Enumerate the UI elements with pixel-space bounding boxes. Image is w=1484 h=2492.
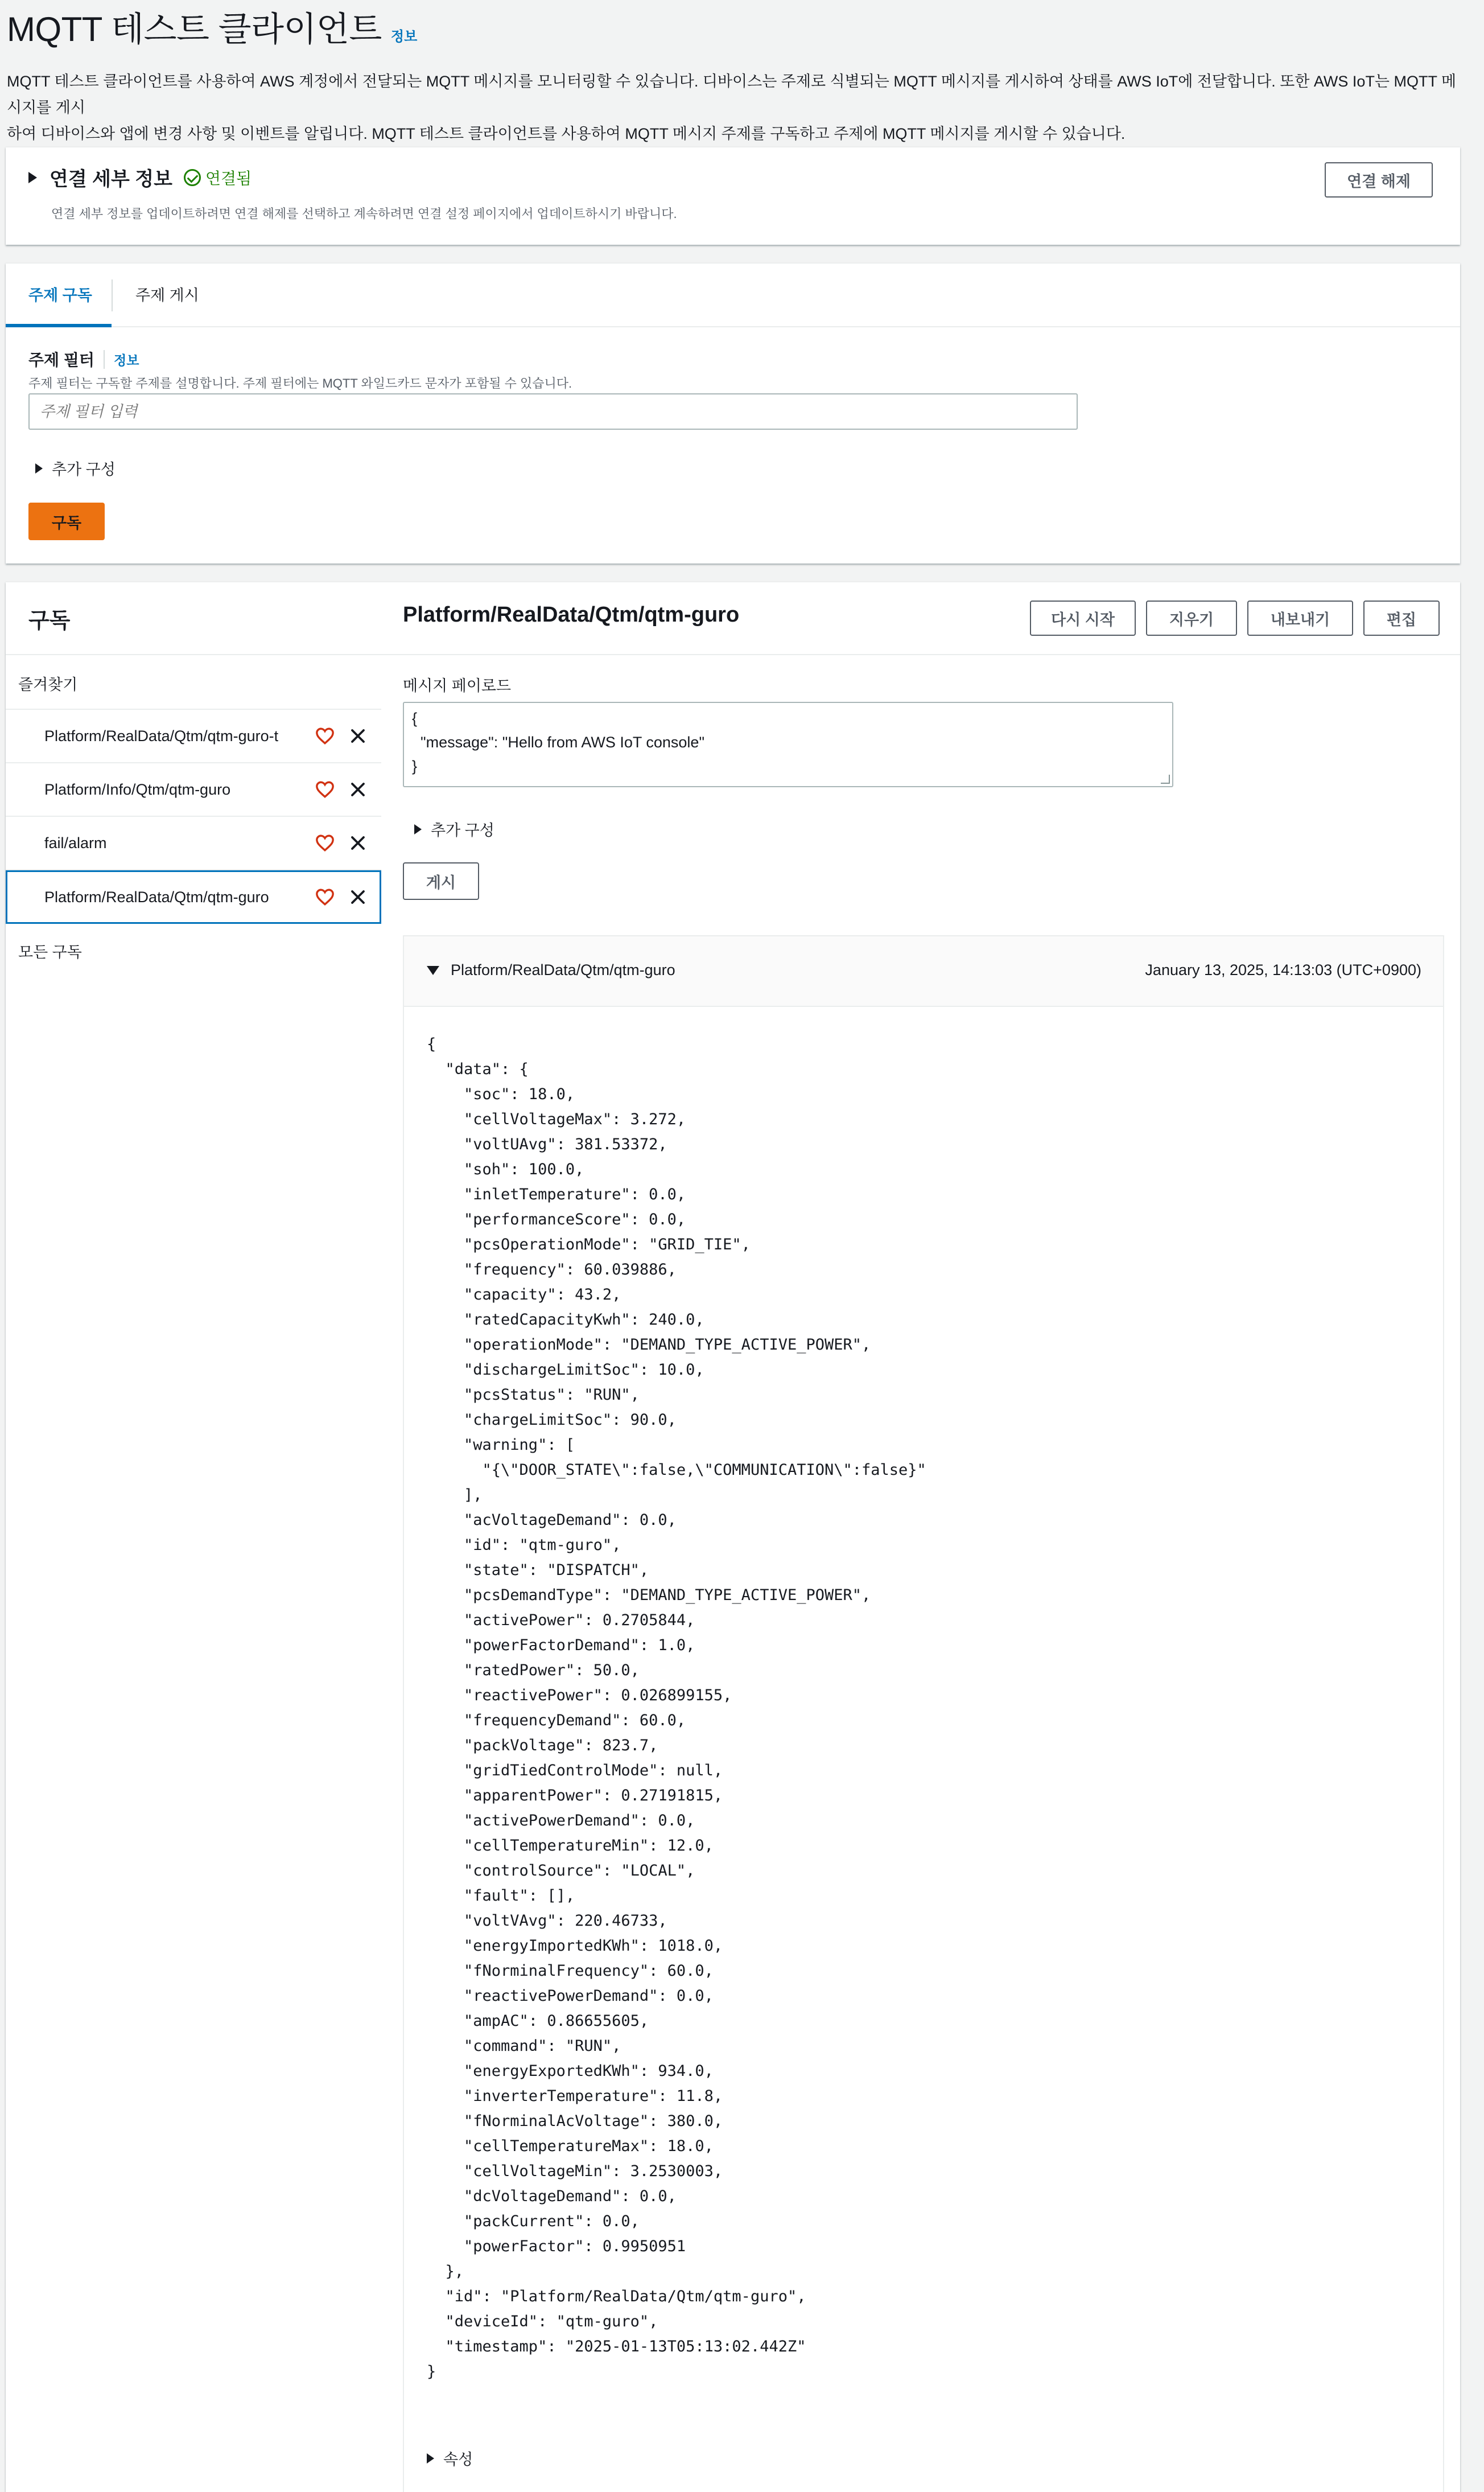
topic-filter-label bbox=[28, 348, 139, 371]
caret-right-icon[interactable] bbox=[28, 172, 37, 183]
topic-filter-description: 주제 필터는 구독할 주제를 설명합니다. 주제 필터에는 MQTT 와일드카드 문자가 포함될 수 있습니다. bbox=[28, 376, 572, 390]
favorite-item-realdata-selected[interactable] bbox=[6, 870, 381, 924]
connection-status: 연결됨 bbox=[205, 169, 252, 187]
message-card bbox=[403, 935, 1444, 2492]
favorites-label: 즐겨찾기 bbox=[18, 676, 78, 693]
connection-description: 연결 세부 정보를 업데이트하려면 연결 해제를 선택하고 계속하려면 연결 설정 페이지에서 업데이트하시기 바랍니다. bbox=[51, 207, 677, 221]
message-json-body: { "data": { "soc": 18.0, "cellVoltageMax": 3.272, "voltUAvg": 381.53372, "soh": 100.0, "inletTemperature": 0.0, "performanceScore": 0.0, "pcsOperationMode": "GRID_TIE", "frequency": 60.039886, "capacity": 43.2, "ratedCapacityKwh": 240.0, "operationMode": "DEMAND_TYPE_ACTIVE_POWER", "dischargeLimitSoc": 10.0, "pcsStatus": "RUN", "chargeLimitSoc": 90.0, "warning": [ "{\"DOOR_STATE\":false,\"COMMUNICATION\":false}" ], "acVoltageDemand": 0.0, "id": "qtm-guro", "state": "DISPATCH", "pcsDemandType": "DEMAND_TYPE_ACTIVE_POWER", "activePower": 0.2705844, "powerFactorDemand": 1.0, "ratedPower": 50.0, "reactivePower": 0.026899155, "frequencyDemand": 60.0, "packVoltage": 823.7, "gridTiedControlMode": null, "apparentPower": 0.27191815, "activePowerDemand": 0.0, "cellTemperatureMin": 12.0, "controlSource": "LOCAL", "fault": [], "voltVAvg": 220.46733, "energyImportedKWh": 1018.0, "fNorminalFrequency": 60.0, "reactivePowerDemand": 0.0, "ampAC": 0.86655605, "command": "RUN", "energyExportedKWh": 934.0, "inverterTemperature": 11.8, "fNorminalAcVoltage": 380.0, "cellTemperatureMax": 18.0, "cellVoltageMin": 3.2530003, "dcVoltageDemand": 0.0, "packCurrent": 0.0, "powerFactor": 0.9950951 }, "id": "Platform/RealData/Qtm/qtm-guro", "deviceId": "qtm-guro", "timestamp": "2025-01-13T05:13:02.442Z" } bbox=[427, 1035, 926, 2380]
heart-icon[interactable] bbox=[315, 833, 335, 853]
favorite-item-label[interactable]: fail/alarm bbox=[44, 834, 107, 852]
tab-separator bbox=[112, 279, 113, 311]
favorite-item-info[interactable] bbox=[6, 763, 381, 817]
heart-icon[interactable] bbox=[315, 726, 335, 746]
payload-text[interactable]: { "message": "Hello from AWS IoT console" } bbox=[412, 710, 705, 775]
edit-button[interactable]: 편집 bbox=[1363, 601, 1440, 636]
publish-button[interactable]: 게시 bbox=[403, 862, 479, 900]
subscriptions-title: 구독 bbox=[28, 609, 71, 633]
payload-textarea[interactable] bbox=[403, 702, 1173, 787]
caret-right-icon[interactable] bbox=[35, 463, 43, 474]
message-topic-label[interactable]: Platform/RealData/Qtm/qtm-guro bbox=[451, 961, 675, 978]
subscribe-button[interactable]: 구독 bbox=[28, 503, 105, 540]
favorite-item-fail-alarm[interactable] bbox=[6, 817, 381, 870]
disconnect-button[interactable]: 연결 해제 bbox=[1325, 162, 1433, 198]
intro-text bbox=[7, 68, 1464, 147]
connection-panel bbox=[6, 147, 1460, 245]
topic-panel bbox=[6, 263, 1460, 564]
caret-right-icon[interactable] bbox=[427, 2453, 434, 2464]
resize-handle-icon[interactable] bbox=[1161, 775, 1170, 784]
clear-button[interactable]: 지우기 bbox=[1146, 601, 1237, 636]
caret-down-icon[interactable] bbox=[427, 966, 439, 975]
subscribe-additional-config-label[interactable]: 추가 구성 bbox=[52, 461, 116, 478]
export-button[interactable]: 내보내기 bbox=[1247, 601, 1353, 636]
close-icon[interactable] bbox=[349, 834, 366, 852]
subscriptions-panel bbox=[6, 582, 1460, 2492]
publish-additional-config[interactable] bbox=[414, 818, 494, 840]
topic-filter-input[interactable] bbox=[28, 393, 1078, 430]
connection-title[interactable]: 연결 세부 정보 bbox=[50, 168, 172, 190]
intro-line-2: 하여 디바이스와 앱에 변경 사항 및 이벤트를 알립니다. MQTT 테스트 클라이언트를 사용하여 MQTT 메시지 주제를 구독하고 주제에 MQTT 메시지를 게시할 수 있습니다. bbox=[7, 125, 1126, 142]
message-timestamp: January 13, 2025, 14:13:03 (UTC+0900) bbox=[1145, 961, 1421, 978]
tab-subscribe[interactable]: 주제 구독 bbox=[28, 287, 92, 304]
page-header bbox=[7, 2, 417, 51]
close-icon[interactable] bbox=[349, 889, 366, 906]
intro-line-1: MQTT 테스트 클라이언트를 사용하여 AWS 계정에서 전달되는 MQTT 메시지를 모니터링할 수 있습니다. 디바이스는 주제로 식별되는 MQTT 메시지를 게시하여 상태를 AWS IoT에 전달합니다. 또한 AWS IoT는 MQTT 메시지를 게시 bbox=[7, 73, 1457, 116]
topic-filter-label-text: 주제 필터 bbox=[28, 351, 94, 369]
favorite-item-label[interactable]: Platform/RealData/Qtm/qtm-guro bbox=[44, 888, 269, 906]
publish-additional-config-label[interactable]: 추가 구성 bbox=[431, 822, 494, 839]
title-info-link[interactable]: 정보 bbox=[390, 29, 418, 44]
heart-icon[interactable] bbox=[315, 887, 335, 907]
favorite-item-label[interactable]: Platform/Info/Qtm/qtm-guro bbox=[44, 780, 231, 798]
topic-tabs bbox=[6, 264, 1460, 327]
close-icon[interactable] bbox=[349, 727, 366, 745]
favorite-item-label[interactable]: Platform/RealData/Qtm/qtm-guro-t bbox=[44, 727, 279, 745]
active-tab-indicator bbox=[6, 324, 112, 327]
page-title: MQTT 테스트 클라이언트 bbox=[7, 10, 382, 48]
heart-icon[interactable] bbox=[315, 780, 335, 799]
check-circle-icon bbox=[184, 169, 201, 186]
all-subscriptions-link[interactable]: 모든 구독 bbox=[18, 944, 82, 961]
subscribe-additional-config[interactable] bbox=[35, 457, 116, 479]
caret-right-icon[interactable] bbox=[414, 824, 422, 834]
restart-button[interactable]: 다시 시작 bbox=[1030, 601, 1136, 636]
topic-filter-info-link[interactable]: 정보 bbox=[104, 350, 139, 369]
payload-label: 메시지 페이로드 bbox=[403, 677, 512, 694]
favorite-item-realdata-t[interactable] bbox=[6, 710, 381, 763]
sidebar-divider bbox=[6, 654, 381, 655]
tab-publish[interactable]: 주제 게시 bbox=[135, 287, 199, 304]
message-properties-label[interactable]: 속성 bbox=[443, 2451, 473, 2468]
connection-header[interactable] bbox=[28, 163, 252, 191]
message-properties[interactable] bbox=[427, 2447, 473, 2469]
detail-divider bbox=[381, 654, 1460, 655]
message-header[interactable] bbox=[404, 936, 1443, 1007]
message-topic[interactable] bbox=[427, 961, 675, 979]
selected-topic-title: Platform/RealData/Qtm/qtm-guro bbox=[403, 603, 740, 627]
close-icon[interactable] bbox=[349, 781, 366, 798]
